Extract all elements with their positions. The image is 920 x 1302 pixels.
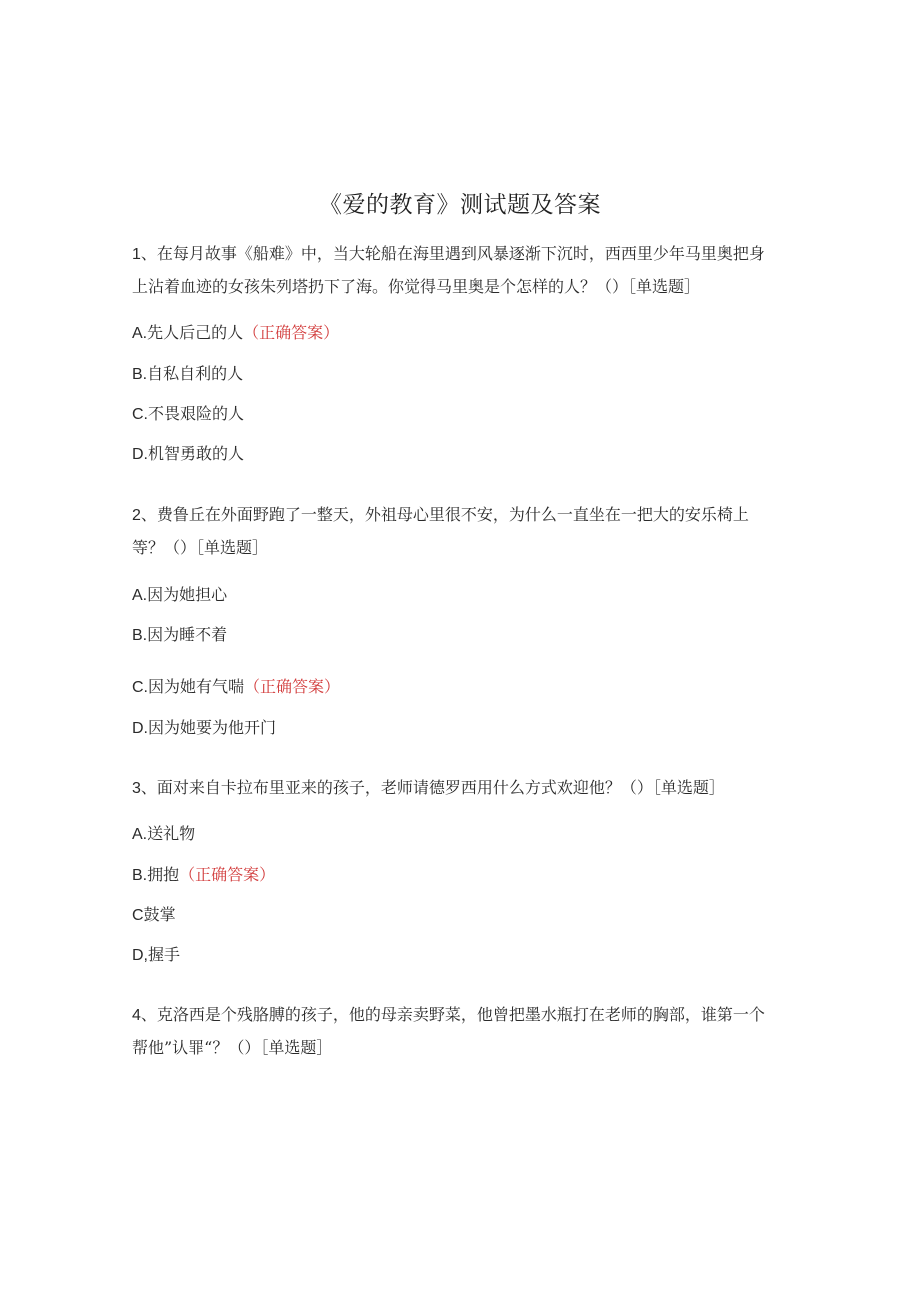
option-letter: D. bbox=[132, 446, 148, 463]
question-number: 4 bbox=[132, 1007, 141, 1024]
question-2-option-a bbox=[132, 583, 227, 608]
correct-answer-mark: （正确答案） bbox=[243, 323, 340, 342]
question-2-option-c bbox=[132, 675, 340, 700]
question-2-option-b bbox=[132, 623, 227, 648]
option-letter: B. bbox=[132, 366, 148, 383]
option-letter: C. bbox=[132, 406, 148, 423]
question-text: 、面对来自卡拉布里亚来的孩子，老师请德罗西用什么方式欢迎他？（）［单选题］ bbox=[140, 778, 725, 797]
option-text: 因为她担心 bbox=[147, 585, 228, 604]
question-3 bbox=[132, 772, 777, 805]
question-3-option-a bbox=[132, 822, 195, 847]
question-1-option-b bbox=[132, 362, 243, 387]
question-1-option-a bbox=[132, 321, 339, 346]
option-text: 先人后己的人 bbox=[147, 323, 244, 342]
option-text: 送礼物 bbox=[147, 824, 196, 843]
option-text: 因为她要为他开门 bbox=[148, 718, 277, 737]
question-2-option-d bbox=[132, 716, 276, 741]
option-letter: C bbox=[132, 907, 144, 924]
question-number: 2 bbox=[132, 507, 141, 524]
option-text: 机智勇敢的人 bbox=[148, 444, 245, 463]
question-text: 、费鲁丘在外面野跑了一整天，外祖母心里很不安，为什么一直坐在一把大的安乐椅上等？（）［单选题］ bbox=[132, 505, 749, 557]
correct-answer-mark: （正确答案） bbox=[244, 677, 341, 696]
option-letter: D. bbox=[132, 720, 148, 737]
question-1-option-c bbox=[132, 402, 244, 427]
option-letter: D, bbox=[132, 947, 148, 964]
option-letter: B. bbox=[132, 627, 148, 644]
option-text: 不畏艰险的人 bbox=[148, 404, 245, 423]
option-letter: B. bbox=[132, 867, 148, 884]
option-text: 因为睡不着 bbox=[147, 625, 228, 644]
question-1-option-d bbox=[132, 442, 244, 467]
question-number: 3 bbox=[132, 780, 141, 797]
question-2 bbox=[132, 499, 777, 564]
option-letter: A. bbox=[132, 587, 148, 604]
option-text: 因为她有气喘 bbox=[148, 677, 245, 696]
question-text: 、克洛西是个残胳膊的孩子，他的母亲卖野菜，他曾把墨水瓶打在老师的胸部，谁第一个帮他”认罪“？（）［单选题］ bbox=[132, 1005, 765, 1057]
option-text: 鼓掌 bbox=[143, 905, 176, 924]
option-letter: A. bbox=[132, 826, 148, 843]
question-3-option-d bbox=[132, 943, 180, 968]
question-text: 、在每月故事《船难》中，当大轮船在海里遇到风暴逐渐下沉时，西西里少年马里奥把身上沾着血迹的女孩朱列塔扔下了海。你觉得马里奥是个怎样的人？（）［单选题］ bbox=[132, 244, 765, 296]
option-text: 握手 bbox=[148, 945, 181, 964]
question-3-option-b bbox=[132, 863, 275, 888]
question-3-option-c bbox=[132, 903, 176, 928]
option-letter: A. bbox=[132, 325, 148, 342]
option-letter: C. bbox=[132, 679, 148, 696]
option-text: 自私自利的人 bbox=[147, 364, 244, 383]
correct-answer-mark: （正确答案） bbox=[179, 865, 276, 884]
question-1 bbox=[132, 238, 777, 303]
document-title: 《爱的教育》测试题及答案 bbox=[319, 192, 601, 218]
option-text: 拥抱 bbox=[147, 865, 180, 884]
question-4 bbox=[132, 999, 777, 1064]
question-number: 1 bbox=[132, 246, 141, 263]
